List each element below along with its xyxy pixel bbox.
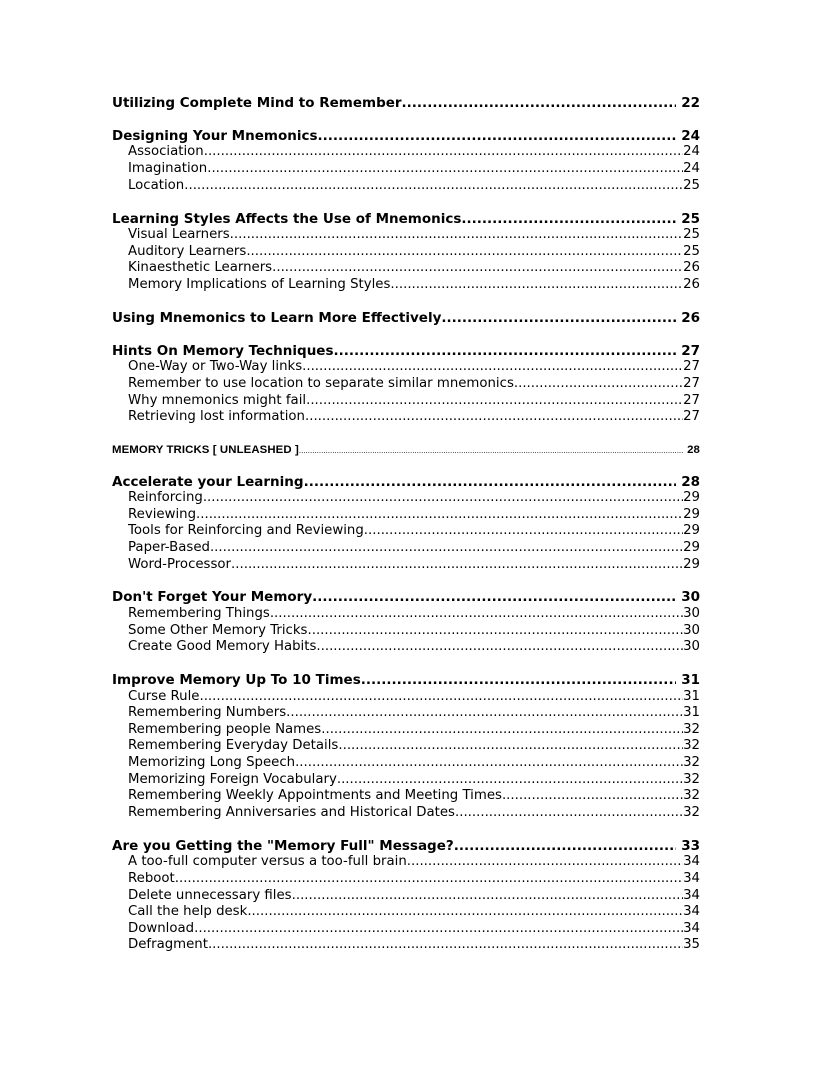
toc-entry-title: Tools for Reinforcing and Reviewing	[128, 523, 364, 539]
toc-page-number: 30	[681, 589, 700, 606]
toc-page-number: 30	[683, 622, 700, 638]
toc-subentry[interactable]	[112, 738, 700, 755]
toc-entry-title: Kinaesthetic Learners	[128, 260, 273, 276]
toc-page-number: 29	[683, 556, 700, 572]
toc-page-number: 25	[681, 210, 700, 227]
dot-leader	[305, 409, 683, 426]
dot-leader	[312, 589, 676, 606]
toc-entry-title: Delete unnecessary files	[128, 887, 292, 903]
dot-leader	[207, 161, 683, 178]
toc-subentry[interactable]	[112, 772, 700, 789]
toc-page-number: 28	[681, 473, 700, 490]
toc-heading-entry[interactable]	[112, 95, 700, 112]
toc-entry-title: Retrieving lost information	[128, 409, 305, 425]
toc-entry-title: Download	[128, 920, 195, 936]
toc-section	[112, 95, 700, 112]
toc-subentry[interactable]	[112, 178, 700, 195]
toc-page-number: 34	[683, 870, 700, 886]
toc-entry-title: Auditory Learners	[128, 243, 247, 259]
toc-entry-title: One-Way or Two-Way links	[128, 359, 303, 375]
dot-leader	[334, 343, 677, 360]
toc-page-number: 31	[683, 688, 700, 704]
toc-subentry[interactable]	[112, 788, 700, 805]
toc-section	[112, 589, 700, 655]
toc-page-number: 27	[683, 375, 700, 391]
dot-leader	[208, 937, 683, 954]
dot-leader	[204, 144, 683, 161]
toc-subentry[interactable]	[112, 376, 700, 393]
toc-heading-entry[interactable]	[112, 442, 700, 459]
toc-section	[112, 343, 700, 426]
dot-leader	[302, 359, 683, 376]
toc-page-number: 32	[683, 721, 700, 737]
dot-leader	[318, 128, 677, 145]
toc-page-number: 24	[683, 144, 700, 160]
toc-entry-title: Remembering Weekly Appointments and Meeting Times	[128, 788, 502, 804]
toc-section	[112, 310, 700, 327]
toc-page-number: 29	[683, 523, 700, 539]
toc-entry-title: Improve Memory Up To 10 Times	[112, 672, 361, 689]
toc-entry-title: Utilizing Complete Mind to Remember	[112, 95, 402, 111]
dot-leader	[184, 178, 683, 195]
toc-entry-title: Reinforcing	[128, 490, 203, 506]
toc-entry-title: Association	[128, 144, 204, 160]
dot-leader	[402, 95, 677, 112]
toc-page-number: 34	[683, 904, 700, 920]
toc-page-number: 25	[683, 243, 700, 259]
toc-entry-title: Defragment	[128, 937, 208, 953]
toc-entry-title: Curse Rule	[128, 688, 200, 704]
dot-leader	[203, 490, 683, 507]
dot-leader	[272, 260, 683, 277]
toc-page-number: 34	[683, 854, 700, 870]
toc-section	[112, 442, 700, 459]
toc-subentry[interactable]	[112, 490, 700, 507]
toc-page-number: 34	[683, 920, 700, 936]
toc-subentry[interactable]	[112, 277, 700, 294]
toc-entry-title: Memorizing Long Speech	[128, 755, 296, 771]
toc-entry-title: Visual Learners	[128, 227, 230, 243]
toc-subentry[interactable]	[112, 507, 700, 524]
toc-subentry[interactable]	[112, 722, 700, 739]
dot-leader	[246, 244, 683, 261]
toc-section	[112, 838, 700, 954]
toc-entry-title: Remembering Everyday Details	[128, 738, 339, 754]
dot-leader	[514, 376, 683, 393]
toc-subentry[interactable]	[112, 260, 700, 277]
toc-page-number: 26	[681, 309, 700, 326]
toc-subentry[interactable]	[112, 523, 700, 540]
toc-entry-title: Remembering Numbers	[128, 705, 287, 721]
toc-heading-entry[interactable]	[112, 672, 700, 689]
toc-entry-title: Remembering people Names	[128, 721, 322, 737]
toc-subentry[interactable]	[112, 144, 700, 161]
dot-leader	[454, 838, 676, 855]
toc-entry-title: Reviewing	[128, 506, 197, 522]
dot-leader	[321, 722, 683, 739]
toc-subentry[interactable]	[112, 161, 700, 178]
toc-page-number: 30	[683, 606, 700, 622]
toc-page-number: 31	[681, 672, 700, 689]
toc-page-number: 32	[683, 804, 700, 820]
dot-leader	[304, 474, 677, 491]
toc-page-number: 34	[683, 887, 700, 903]
toc-subentry[interactable]	[112, 871, 700, 888]
toc-entry-title: Imagination	[128, 161, 208, 177]
dot-leader	[308, 623, 684, 640]
toc-subentry[interactable]	[112, 888, 700, 905]
toc-subentry[interactable]	[112, 937, 700, 954]
toc-entry-title: Reboot	[128, 870, 175, 886]
toc-subentry[interactable]	[112, 540, 700, 557]
toc-entry-title: Why mnemonics might fail	[128, 392, 307, 408]
toc-subentry[interactable]	[112, 606, 700, 623]
toc-subentry[interactable]	[112, 705, 700, 722]
toc-subentry[interactable]	[112, 689, 700, 706]
toc-section	[112, 474, 700, 574]
toc-page-number: 32	[683, 738, 700, 754]
toc-entry-title: Remember to use location to separate similar mnemonics	[128, 375, 514, 391]
dot-leader	[286, 705, 683, 722]
toc-entry-title: Memorizing Foreign Vocabulary	[128, 771, 337, 787]
dot-leader	[210, 540, 683, 557]
dot-leader	[338, 738, 683, 755]
toc-heading-entry[interactable]	[112, 589, 700, 606]
toc-page-number: 29	[683, 539, 700, 555]
toc-entry-title: Word-Processor	[128, 556, 232, 572]
toc-page-number: 25	[683, 177, 700, 193]
toc-subentry[interactable]	[112, 409, 700, 426]
dot-leader	[175, 871, 683, 888]
table-of-contents	[112, 95, 700, 970]
toc-page-number: 35	[683, 937, 700, 953]
dot-leader	[441, 310, 676, 327]
dot-leader	[292, 888, 683, 905]
toc-entry-title: A too-full computer versus a too-full brain	[128, 854, 407, 870]
dot-leader	[306, 393, 683, 410]
dot-leader	[364, 523, 683, 540]
toc-page-number: 26	[683, 260, 700, 276]
toc-subentry[interactable]	[112, 805, 700, 822]
toc-entry-title: Are you Getting the "Memory Full" Message?	[112, 837, 454, 854]
toc-subentry[interactable]	[112, 227, 700, 244]
toc-page-number: 26	[683, 276, 700, 292]
dot-leader	[196, 507, 683, 524]
toc-page-number: 32	[683, 755, 700, 771]
toc-subentry[interactable]	[112, 921, 700, 938]
toc-subentry[interactable]	[112, 904, 700, 921]
toc-subentry[interactable]	[112, 359, 700, 376]
toc-heading-entry[interactable]	[112, 343, 700, 360]
toc-entry-title: Location	[128, 177, 185, 193]
toc-subentry[interactable]	[112, 755, 700, 772]
toc-page-number: 28	[687, 443, 700, 456]
dot-leader	[299, 442, 683, 459]
toc-page-number: 27	[683, 392, 700, 408]
dot-leader	[199, 689, 683, 706]
toc-subentry[interactable]	[112, 393, 700, 410]
toc-entry-title: Create Good Memory Habits	[128, 639, 317, 655]
toc-page-number: 27	[681, 342, 700, 359]
toc-entry-title: Using Mnemonics to Learn More Effectively	[112, 309, 442, 326]
toc-entry-title: Memory Implications of Learning Styles	[128, 276, 391, 292]
toc-entry-title: Some Other Memory Tricks	[128, 622, 308, 638]
toc-page-number: 31	[683, 705, 700, 721]
dot-leader	[247, 904, 683, 921]
toc-heading-entry[interactable]	[112, 838, 700, 855]
toc-entry-title: Remembering Things	[128, 606, 270, 622]
toc-page-number: 29	[683, 506, 700, 522]
toc-entry-title: Accelerate your Learning	[112, 473, 304, 490]
toc-entry-title: Paper-Based	[128, 539, 210, 555]
toc-page-number: 29	[683, 490, 700, 506]
toc-section	[112, 672, 700, 821]
toc-page-number: 24	[683, 161, 700, 177]
toc-page-number: 22	[681, 95, 700, 111]
dot-leader	[230, 227, 683, 244]
toc-page-number: 24	[681, 127, 700, 144]
toc-subentry[interactable]	[112, 623, 700, 640]
toc-subentry[interactable]	[112, 557, 700, 574]
toc-page-number: 25	[683, 227, 700, 243]
dot-leader	[337, 772, 683, 789]
dot-leader	[231, 557, 683, 574]
toc-section	[112, 128, 700, 194]
toc-entry-title: Learning Styles Affects the Use of Mnemonics	[112, 210, 462, 227]
dot-leader	[194, 921, 683, 938]
toc-entry-title: Remembering Anniversaries and Historical Dates	[128, 804, 455, 820]
toc-page-number: 32	[683, 771, 700, 787]
dot-leader	[502, 788, 683, 805]
dot-leader	[270, 606, 683, 623]
toc-page-number: 27	[683, 359, 700, 375]
toc-page-number: 33	[681, 837, 700, 854]
toc-subentry[interactable]	[112, 639, 700, 656]
dot-leader	[361, 672, 676, 689]
toc-page-number: 30	[683, 639, 700, 655]
toc-heading-entry[interactable]	[112, 211, 700, 228]
dot-leader	[407, 854, 683, 871]
toc-entry-title: Don't Forget Your Memory	[112, 589, 313, 606]
toc-subentry[interactable]	[112, 854, 700, 871]
toc-entry-title: Designing Your Mnemonics	[112, 127, 318, 144]
toc-entry-title: Call the help desk	[128, 904, 248, 920]
toc-page-number: 27	[683, 409, 700, 425]
dot-leader	[461, 211, 676, 228]
toc-entry-title: Hints On Memory Techniques	[112, 342, 334, 359]
toc-heading-entry[interactable]	[112, 474, 700, 491]
dot-leader	[295, 755, 683, 772]
toc-heading-entry[interactable]	[112, 128, 700, 145]
toc-subentry[interactable]	[112, 244, 700, 261]
dot-leader	[390, 277, 683, 294]
dot-leader	[455, 805, 683, 822]
toc-section	[112, 211, 700, 294]
toc-entry-title: MEMORY TRICKS [ UNLEASHED ]	[112, 443, 299, 456]
toc-page-number: 32	[683, 788, 700, 804]
dot-leader	[316, 639, 683, 656]
toc-heading-entry[interactable]	[112, 310, 700, 327]
